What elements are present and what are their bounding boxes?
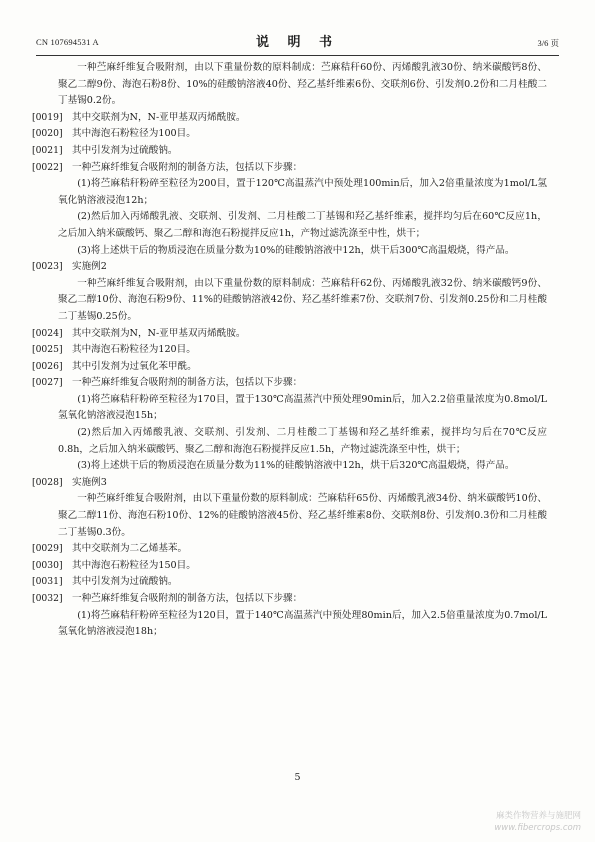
paragraph-number: [0024] bbox=[32, 327, 63, 339]
numbered-paragraph bbox=[32, 475, 547, 492]
paragraph-number: [0020] bbox=[32, 128, 63, 140]
numbered-paragraph bbox=[32, 126, 547, 143]
paragraph-number: [0031] bbox=[32, 576, 63, 588]
numbered-paragraph bbox=[32, 541, 547, 558]
paragraph-number: [0028] bbox=[32, 476, 63, 488]
header-divider bbox=[36, 55, 559, 56]
paragraph-text: 其中交联剂为二乙烯基苯。 bbox=[72, 543, 188, 555]
paragraph-text: 其中海泡石粉粒径为120目。 bbox=[72, 344, 196, 356]
paragraph-text: 一种苎麻纤维复合吸附剂的制备方法，包括以下步骤： bbox=[72, 161, 303, 173]
step-paragraph: (1)将苎麻秸秆粉碎至粒径为120目，置于140℃高温蒸汽中预处理80min后，加入2.5倍重量浓度为0.7mol/L氢氧化钠溶液浸泡18h； bbox=[58, 609, 547, 638]
paragraph-number: [0021] bbox=[32, 144, 63, 156]
numbered-paragraph bbox=[32, 359, 547, 376]
numbered-paragraph bbox=[32, 574, 547, 591]
paragraph-number: [0025] bbox=[32, 344, 63, 356]
paragraph-text: 其中交联剂为N，N-亚甲基双丙烯酰胺。 bbox=[72, 327, 246, 339]
numbered-paragraph bbox=[32, 342, 547, 359]
patent-number: CN 107694531 A bbox=[36, 37, 99, 47]
body-paragraph: 一种苎麻纤维复合吸附剂，由以下重量份数的原料制成：苎麻秸秆62份、丙烯酸乳液32份、纳米碳酸钙9份、聚乙二醇10份、海泡石粉9份、11%的硅酸钠溶液42份、羟乙基纤维素7份、交联剂7份、引发剂0.25份和二月桂酸二丁基锡0.25份。 bbox=[58, 277, 547, 322]
paragraph-text: 实施例2 bbox=[72, 261, 107, 273]
document-body bbox=[32, 60, 547, 641]
step-paragraph: (2)然后加入丙烯酸乳液、交联剂、引发剂、二月桂酸二丁基锡和羟乙基纤维素，搅拌均匀后在70℃反应0.8h，之后加入纳米碳酸钙、聚乙二醇和海泡石粉搅拌反应1.5h，产物过滤洗涤至中性，烘干； bbox=[58, 427, 547, 455]
paragraph-text: 其中海泡石粉粒径为150目。 bbox=[72, 559, 196, 571]
numbered-paragraph bbox=[32, 160, 547, 177]
numbered-paragraph bbox=[32, 110, 547, 127]
body-paragraph: 一种苎麻纤维复合吸附剂，由以下重量份数的原料制成：苎麻秸秆65份、丙烯酸乳液34份、纳米碳酸钙10份、聚乙二醇11份、海泡石粉10份、12%的硅酸钠溶液45份、羟乙基纤维素8份、交联剂8份、引发剂0.3份和二月桂酸二丁基锡0.3份。 bbox=[58, 493, 547, 538]
paragraph-number: [0027] bbox=[32, 377, 63, 389]
step-paragraph: (1)将苎麻秸秆粉碎至粒径为170目，置于130℃高温蒸汽中预处理90min后，加入2.2倍重量浓度为0.8mol/L氢氧化钠溶液浸泡15h； bbox=[58, 393, 547, 422]
paragraph-text: 其中交联剂为N，N-亚甲基双丙烯酰胺。 bbox=[72, 111, 246, 123]
numbered-paragraph bbox=[32, 375, 547, 392]
step-paragraph: (3)将上述烘干后的物质浸泡在质量分数为10%的硅酸钠溶液中12h，烘干后300℃高温煅烧，得产品。 bbox=[77, 244, 515, 256]
numbered-paragraph bbox=[32, 259, 547, 276]
body-paragraph: 一种苎麻纤维复合吸附剂，由以下重量份数的原料制成：苎麻秸秆60份、丙烯酸乳液30份、纳米碳酸钙8份、聚乙二醇9份、海泡石粉8份、10%的硅酸钠溶液40份、羟乙基纤维素6份、交联剂6份、引发剂0.2份和二月桂酸二丁基锡0.2份。 bbox=[58, 62, 547, 107]
page-number: 5 bbox=[294, 772, 301, 783]
paragraph-text: 其中引发剂为过硫酸钠。 bbox=[72, 576, 178, 588]
watermark-url: www.fibercrops.com bbox=[494, 823, 581, 833]
paragraph-text: 其中海泡石粉粒径为100目。 bbox=[72, 128, 196, 140]
paragraph-number: [0032] bbox=[32, 593, 63, 604]
step-paragraph: (2)然后加入丙烯酸乳液、交联剂、引发剂、二月桂酸二丁基锡和羟乙基纤维素，搅拌均匀后在60℃反应1h，之后加入纳米碳酸钙、聚乙二醇和海泡石粉搅拌反应1h，产物过滤洗涤至中性，烘干； bbox=[58, 211, 547, 239]
watermark-site-name: 麻类作物营养与施肥网 bbox=[495, 811, 581, 821]
step-paragraph: (1)将苎麻秸秆粉碎至粒径为200目，置于120℃高温蒸汽中预处理100min后，加入2倍重量浓度为1mol/L氢氧化钠溶液浸泡12h； bbox=[58, 178, 547, 206]
numbered-paragraph bbox=[32, 143, 547, 160]
numbered-paragraph bbox=[32, 591, 547, 608]
paragraph-text: 其中引发剂为过硫酸钠。 bbox=[72, 144, 178, 156]
step-paragraph: (3)将上述烘干后的物质浸泡在质量分数为11%的硅酸钠溶液中12h，烘干后320℃高温煅烧，得产品。 bbox=[77, 460, 515, 472]
paragraph-text: 实施例3 bbox=[72, 476, 107, 488]
paragraph-text: 一种苎麻纤维复合吸附剂的制备方法，包括以下步骤： bbox=[72, 593, 303, 604]
paragraph-number: [0023] bbox=[32, 261, 63, 273]
paragraph-number: [0019] bbox=[32, 111, 63, 123]
paragraph-text: 一种苎麻纤维复合吸附剂的制备方法，包括以下步骤： bbox=[72, 377, 303, 389]
paragraph-text: 其中引发剂为过氧化苯甲酰。 bbox=[72, 360, 197, 372]
numbered-paragraph bbox=[32, 558, 547, 575]
paragraph-number: [0030] bbox=[32, 559, 63, 571]
paragraph-number: [0029] bbox=[32, 543, 63, 555]
numbered-paragraph bbox=[32, 326, 547, 343]
paragraph-number: [0022] bbox=[32, 161, 63, 173]
page-indicator: 3/6 页 bbox=[537, 38, 559, 48]
page-header bbox=[36, 31, 559, 53]
document-title: 说 明 书 bbox=[255, 35, 340, 50]
paragraph-number: [0026] bbox=[32, 360, 63, 372]
